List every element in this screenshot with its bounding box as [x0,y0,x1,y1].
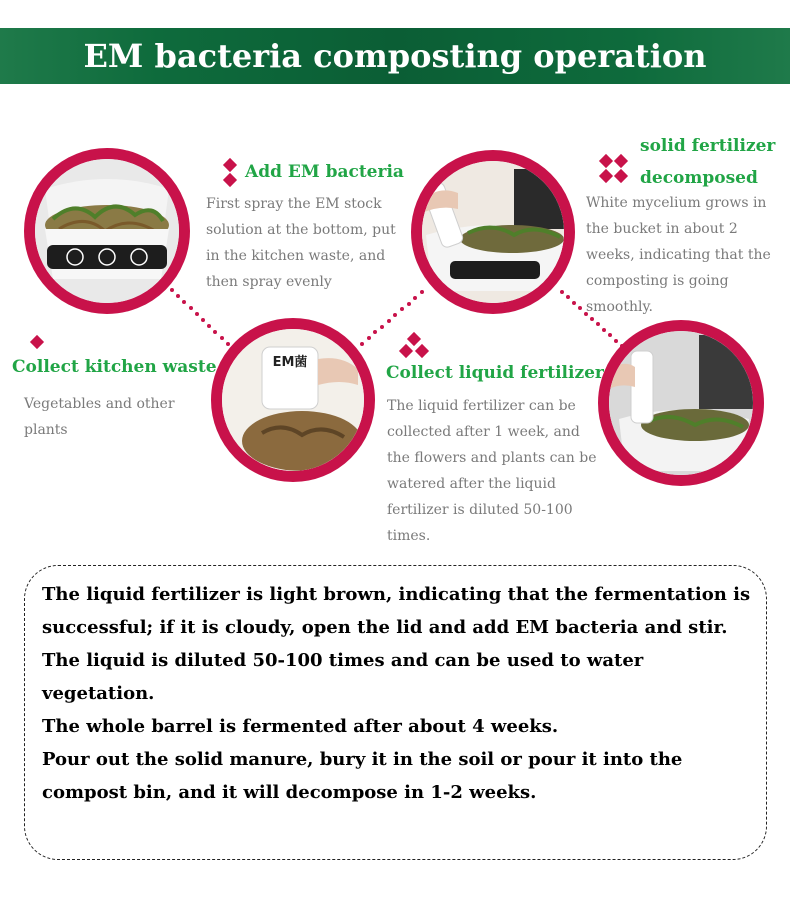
collect-liquid-diamond-icon [407,332,421,346]
connector-dot [226,342,230,346]
connector-dot [387,319,391,323]
connector-dot [413,296,417,300]
collect-liquid-diamond-icon-2 [399,344,413,358]
add-bacteria-heading: Add EM bacteria [245,162,404,182]
solid-fertilizer-diamond-icon [599,154,613,168]
connector-dot [360,342,364,346]
title-banner [0,28,790,84]
solid-fertilizer-diamond-icon-4 [614,169,628,183]
collect-liquid-desc: The liquid fertilizer can be collected after 1 week, and the flowers and plants can be watered after the liquid fertilizer is diluted 50-100 times. [387,398,597,544]
solid-fertilizer-heading-2: decomposed [640,168,758,188]
bucket-illustration [35,159,179,303]
connector-dot [393,313,397,317]
connector-dot [560,290,564,294]
connector-dot [407,302,411,306]
add-bacteria-diamond-icon-2 [223,173,237,187]
connector-dot [572,301,576,305]
connector-dot [207,324,211,328]
solid-fertilizer-diamond-icon-3 [599,169,613,183]
connector-dot [578,306,582,310]
collect-waste-diamond-icon [30,335,44,349]
note-solid-manure: Pour out the solid manure, bury it in the soil or pour it into the compost bin, and it will decompose in 1-2 weeks. [42,749,683,803]
connector-dot [566,295,570,299]
solid-fertilizer-diamond-icon-2 [614,154,628,168]
page-title: EM bacteria composting operation [83,37,707,75]
connector-dot [608,333,612,337]
connector-dot [182,300,186,304]
solid-fertilizer-heading-1: solid fertilizer [640,136,776,156]
connector-dot [614,339,618,343]
note-fermentation-time: The whole barrel is fermented after about 4 weeks. [42,716,559,737]
note-dilution: The liquid is diluted 50-100 times and can be used to water vegetation. [42,650,644,704]
add-bacteria-diamond-icon [223,158,237,172]
connector-dot [400,307,404,311]
spray-compost-photo [411,150,575,314]
collect-liquid-diamond-icon-3 [415,344,429,358]
connector-dot [367,336,371,340]
connector-dot [195,312,199,316]
solid-fertilizer-desc: White mycelium grows in the bucket in about 2 weeks, indicating that the composting is going smoothly. [586,195,771,315]
connector-dot [213,330,217,334]
collect-liquid-heading: Collect liquid fertilizer [386,363,604,383]
kitchen-waste-bucket-photo [24,148,190,314]
add-bacteria-desc: First spray the EM stock solution at the bottom, put in the kitchen waste, and then spray evenly [206,196,396,290]
connector-dot [176,294,180,298]
connector-dot [170,288,174,292]
connector-dot [201,318,205,322]
em-bottle-photo [211,318,375,482]
connector-dot [373,330,377,334]
solid-fertilizer-photo [598,320,764,486]
connector-dot [602,328,606,332]
collect-waste-desc: Vegetables and other plants [24,396,175,438]
spray-illustration [422,161,564,303]
connector-dot [596,322,600,326]
note-light-brown: The liquid fertilizer is light brown, indicating that the fermentation is successful; if it is cloudy, open the lid and add EM bacteria and stir. [42,584,751,638]
fertilizer-illustration [609,331,753,475]
connector-dot [189,306,193,310]
connector-dot [220,336,224,340]
connector-dot [380,325,384,329]
connector-dot [420,290,424,294]
notes-box [24,565,767,860]
bottle-label: EM菌 [272,355,308,370]
collect-waste-heading: Collect kitchen waste [12,357,217,377]
